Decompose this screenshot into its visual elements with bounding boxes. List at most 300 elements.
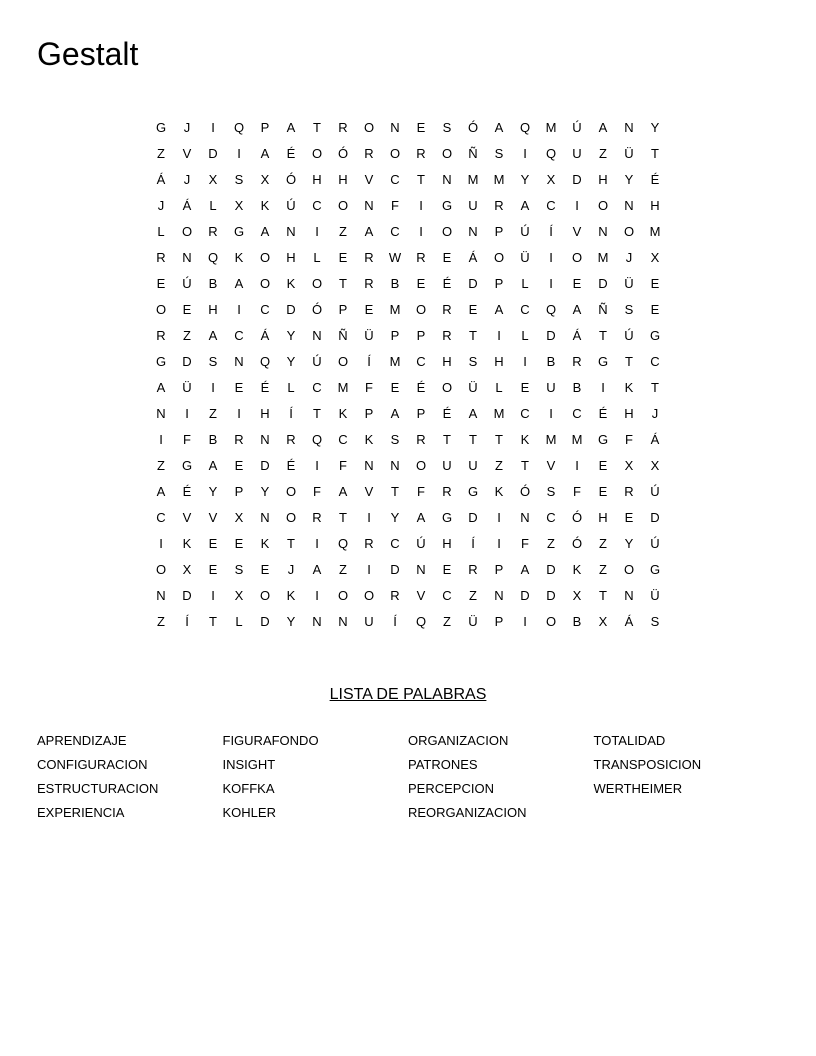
grid-cell: Q: [207, 250, 219, 265]
grid-cell: J: [287, 562, 295, 577]
grid-cell: D: [650, 510, 660, 525]
grid-cell: M: [389, 302, 401, 317]
grid-cell: A: [260, 146, 270, 161]
grid-cell: L: [287, 380, 295, 395]
grid-cell: Y: [520, 172, 530, 187]
grid-cell: L: [521, 328, 529, 343]
grid-cell: F: [417, 484, 425, 499]
grid-row: [148, 531, 668, 557]
grid-cell: L: [209, 198, 217, 213]
grid-cell: É: [286, 146, 296, 161]
grid-row: [148, 453, 668, 479]
grid-cell: V: [208, 510, 218, 525]
grid-cell: L: [495, 380, 503, 395]
grid-cell: N: [182, 250, 192, 265]
grid-cell: R: [364, 146, 374, 161]
grid-cell: E: [572, 276, 582, 291]
grid-cell: I: [549, 406, 553, 421]
grid-cell: Ú: [182, 276, 192, 291]
grid-cell: N: [390, 120, 400, 135]
grid-cell: Y: [650, 120, 660, 135]
grid-cell: N: [338, 614, 348, 629]
grid-cell: D: [390, 562, 400, 577]
grid-cell: O: [441, 146, 453, 161]
grid-cell: Ú: [650, 484, 660, 499]
grid-cell: O: [597, 198, 609, 213]
grid-cell: F: [365, 380, 373, 395]
grid-cell: G: [155, 354, 167, 369]
grid-cell: O: [545, 614, 557, 629]
grid-cell: V: [546, 458, 556, 473]
grid-cell: Z: [157, 146, 165, 161]
grid-cell: C: [546, 198, 556, 213]
grid-cell: P: [494, 276, 504, 291]
grid-cell: M: [571, 432, 583, 447]
word-list-column: [594, 729, 780, 825]
grid-cell: D: [182, 354, 192, 369]
grid-cell: P: [416, 328, 426, 343]
grid-cell: O: [363, 588, 375, 603]
grid-row: [148, 323, 668, 349]
grid-cell: X: [182, 562, 192, 577]
grid-cell: Ú: [624, 328, 634, 343]
grid-cell: Á: [572, 328, 582, 343]
grid-cell: I: [237, 302, 241, 317]
grid-cell: Q: [415, 614, 427, 629]
grid-row: [148, 609, 668, 635]
grid-cell: O: [571, 250, 583, 265]
grid-cell: C: [520, 406, 530, 421]
grid-cell: G: [597, 354, 609, 369]
grid-cell: C: [390, 224, 400, 239]
grid-cell: D: [260, 458, 270, 473]
grid-cell: A: [156, 484, 166, 499]
grid-cell: I: [549, 250, 553, 265]
grid-cell: G: [467, 484, 479, 499]
grid-cell: Z: [443, 614, 451, 629]
grid-cell: H: [312, 172, 322, 187]
grid-cell: D: [546, 328, 556, 343]
grid-cell: Á: [468, 250, 478, 265]
grid-cell: É: [598, 406, 608, 421]
grid-cell: R: [338, 120, 348, 135]
grid-cell: Ü: [182, 380, 192, 395]
grid-cell: T: [209, 614, 217, 629]
grid-cell: Á: [156, 172, 166, 187]
grid-cell: U: [572, 146, 582, 161]
grid-cell: S: [624, 302, 634, 317]
grid-cell: Á: [624, 614, 634, 629]
grid-cell: F: [313, 484, 321, 499]
grid-cell: Á: [650, 432, 660, 447]
grid-cell: P: [234, 484, 244, 499]
grid-cell: I: [549, 276, 553, 291]
grid-cell: Z: [157, 614, 165, 629]
grid-cell: T: [599, 328, 607, 343]
grid-cell: E: [442, 562, 452, 577]
grid-cell: A: [338, 484, 348, 499]
grid-cell: G: [441, 510, 453, 525]
grid-cell: Ú: [572, 120, 582, 135]
grid-cell: E: [156, 276, 166, 291]
grid-cell: Á: [260, 328, 270, 343]
grid-cell: C: [312, 198, 322, 213]
grid-cell: Í: [185, 614, 189, 629]
grid-cell: I: [315, 458, 319, 473]
grid-cell: R: [364, 276, 374, 291]
grid-cell: I: [315, 536, 319, 551]
grid-cell: Y: [286, 354, 296, 369]
page-title: Gestalt: [37, 36, 139, 72]
grid-cell: O: [285, 484, 297, 499]
grid-cell: I: [523, 614, 527, 629]
grid-cell: J: [157, 198, 165, 213]
grid-row: [148, 115, 668, 141]
grid-cell: R: [208, 224, 218, 239]
grid-cell: Z: [547, 536, 555, 551]
grid-cell: S: [650, 614, 660, 629]
grid-cell: O: [493, 250, 505, 265]
grid-cell: I: [237, 146, 241, 161]
grid-cell: V: [416, 588, 426, 603]
grid-cell: N: [494, 588, 504, 603]
word-list-item: INSIGHT: [222, 757, 276, 772]
grid-cell: E: [598, 458, 608, 473]
grid-cell: Ó: [311, 302, 323, 317]
grid-row: [148, 557, 668, 583]
grid-cell: Í: [471, 536, 475, 551]
grid-cell: E: [208, 536, 218, 551]
grid-row: [148, 375, 668, 401]
grid-cell: C: [520, 302, 530, 317]
grid-cell: I: [575, 458, 579, 473]
word-list-item: FIGURAFONDO: [222, 733, 319, 748]
grid-cell: H: [598, 510, 608, 525]
grid-cell: Y: [260, 484, 270, 499]
grid-cell: Ó: [571, 536, 583, 551]
grid-cell: X: [546, 172, 556, 187]
grid-cell: E: [416, 120, 426, 135]
word-list-item: KOFFKA: [222, 781, 275, 796]
grid-cell: H: [260, 406, 270, 421]
grid-cell: S: [234, 562, 244, 577]
word-list-item: APRENDIZAJE: [37, 733, 127, 748]
grid-cell: X: [208, 172, 218, 187]
grid-cell: R: [234, 432, 244, 447]
grid-cell: V: [572, 224, 582, 239]
grid-cell: X: [650, 458, 660, 473]
grid-cell: R: [156, 250, 166, 265]
grid-cell: I: [523, 146, 527, 161]
grid-cell: X: [234, 588, 244, 603]
grid-cell: P: [364, 406, 374, 421]
grid-cell: I: [237, 406, 241, 421]
grid-cell: N: [468, 224, 478, 239]
grid-cell: N: [416, 562, 426, 577]
grid-cell: Z: [157, 458, 165, 473]
grid-cell: O: [311, 276, 323, 291]
grid-cell: T: [443, 432, 451, 447]
grid-cell: M: [337, 380, 349, 395]
grid-cell: Y: [208, 484, 218, 499]
grid-row: [148, 479, 668, 505]
grid-cell: S: [390, 432, 400, 447]
grid-cell: X: [624, 458, 634, 473]
grid-cell: Y: [624, 536, 634, 551]
grid-cell: R: [156, 328, 166, 343]
grid-row: [148, 167, 668, 193]
grid-cell: G: [649, 328, 661, 343]
grid-cell: Ü: [364, 328, 374, 343]
grid-cell: A: [390, 406, 400, 421]
grid-cell: D: [286, 302, 296, 317]
grid-cell: O: [389, 146, 401, 161]
grid-cell: S: [546, 484, 556, 499]
grid-cell: N: [312, 328, 322, 343]
grid-cell: Ü: [624, 276, 634, 291]
grid-cell: C: [156, 510, 166, 525]
grid-cell: D: [572, 172, 582, 187]
grid-cell: N: [234, 354, 244, 369]
grid-cell: T: [391, 484, 399, 499]
word-list-column: [37, 729, 223, 825]
grid-cell: M: [493, 406, 505, 421]
grid-row: [148, 141, 668, 167]
grid-cell: T: [339, 510, 347, 525]
grid-cell: O: [259, 250, 271, 265]
grid-cell: G: [233, 224, 245, 239]
grid-cell: E: [208, 562, 218, 577]
grid-cell: Z: [339, 562, 347, 577]
grid-cell: R: [364, 536, 374, 551]
grid-cell: E: [520, 380, 530, 395]
word-list-item: EXPERIENCIA: [37, 805, 125, 820]
grid-cell: N: [520, 510, 530, 525]
grid-cell: G: [649, 562, 661, 577]
grid-cell: Í: [289, 406, 293, 421]
grid-cell: Ó: [337, 146, 349, 161]
grid-cell: K: [286, 588, 296, 603]
grid-cell: Ú: [286, 198, 296, 213]
grid-cell: C: [546, 510, 556, 525]
grid-cell: I: [497, 328, 501, 343]
grid-cell: D: [182, 588, 192, 603]
grid-cell: J: [183, 172, 191, 187]
grid-cell: H: [208, 302, 218, 317]
grid-cell: S: [208, 354, 218, 369]
grid-row: [148, 401, 668, 427]
grid-cell: Ú: [520, 224, 530, 239]
grid-cell: F: [183, 432, 191, 447]
grid-cell: T: [339, 276, 347, 291]
grid-row: [148, 583, 668, 609]
grid-cell: Ó: [571, 510, 583, 525]
grid-cell: B: [208, 432, 218, 447]
grid-cell: A: [156, 380, 166, 395]
grid-cell: I: [367, 510, 371, 525]
grid-cell: R: [364, 250, 374, 265]
grid-cell: Q: [233, 120, 245, 135]
grid-cell: K: [364, 432, 374, 447]
grid-cell: V: [364, 172, 374, 187]
grid-row: [148, 193, 668, 219]
grid-cell: N: [156, 406, 166, 421]
grid-cell: A: [520, 198, 530, 213]
grid-cell: U: [364, 614, 374, 629]
grid-cell: P: [338, 302, 348, 317]
grid-cell: B: [572, 614, 582, 629]
grid-cell: C: [234, 328, 244, 343]
word-list-item: PATRONES: [408, 757, 478, 772]
grid-cell: H: [442, 536, 452, 551]
grid-cell: O: [441, 224, 453, 239]
grid-cell: Ñ: [598, 302, 608, 317]
grid-cell: M: [467, 172, 479, 187]
grid-cell: A: [312, 562, 322, 577]
grid-cell: I: [367, 562, 371, 577]
grid-cell: Ú: [312, 354, 322, 369]
grid-cell: E: [234, 380, 244, 395]
grid-cell: M: [545, 432, 557, 447]
grid-cell: C: [312, 380, 322, 395]
grid-cell: Z: [599, 562, 607, 577]
grid-cell: Ó: [285, 172, 297, 187]
grid-cell: D: [520, 588, 530, 603]
grid-cell: O: [285, 510, 297, 525]
word-list-item: ORGANIZACION: [408, 733, 509, 748]
grid-cell: A: [260, 224, 270, 239]
grid-cell: L: [521, 276, 529, 291]
word-list-item: KOHLER: [222, 805, 276, 820]
grid-cell: F: [573, 484, 581, 499]
grid-cell: M: [545, 120, 557, 135]
grid-cell: C: [442, 588, 452, 603]
grid-cell: Ú: [650, 536, 660, 551]
grid-cell: T: [313, 120, 321, 135]
grid-cell: T: [469, 432, 477, 447]
grid-cell: E: [650, 302, 660, 317]
grid-cell: N: [624, 588, 634, 603]
grid-cell: D: [468, 276, 478, 291]
grid-cell: I: [575, 198, 579, 213]
grid-cell: I: [419, 198, 423, 213]
grid-cell: E: [598, 484, 608, 499]
grid-cell: R: [442, 328, 452, 343]
grid-cell: M: [493, 172, 505, 187]
word-list-column: [408, 729, 594, 825]
grid-cell: X: [572, 588, 582, 603]
grid-cell: R: [286, 432, 296, 447]
grid-cell: I: [601, 380, 605, 395]
grid-cell: U: [442, 458, 452, 473]
grid-cell: Z: [599, 536, 607, 551]
grid-cell: É: [442, 406, 452, 421]
grid-row: [148, 245, 668, 271]
grid-cell: I: [211, 380, 215, 395]
grid-cell: R: [390, 588, 400, 603]
grid-cell: A: [208, 458, 218, 473]
grid-cell: I: [315, 588, 319, 603]
grid-cell: K: [182, 536, 192, 551]
grid-cell: I: [497, 536, 501, 551]
grid-cell: T: [599, 588, 607, 603]
grid-cell: C: [650, 354, 660, 369]
word-list: [37, 729, 797, 825]
grid-cell: I: [159, 432, 163, 447]
grid-cell: A: [208, 328, 218, 343]
grid-cell: Ü: [468, 380, 478, 395]
grid-cell: O: [623, 224, 635, 239]
grid-cell: X: [650, 250, 660, 265]
grid-cell: C: [390, 172, 400, 187]
grid-cell: G: [441, 198, 453, 213]
grid-cell: H: [624, 406, 634, 421]
grid-cell: N: [624, 198, 634, 213]
grid-cell: E: [442, 250, 452, 265]
grid-cell: Ü: [624, 146, 634, 161]
grid-cell: D: [546, 588, 556, 603]
grid-cell: K: [260, 536, 270, 551]
grid-cell: O: [337, 198, 349, 213]
grid-cell: T: [417, 172, 425, 187]
grid-cell: Q: [311, 432, 323, 447]
grid-cell: N: [260, 432, 270, 447]
grid-cell: Z: [599, 146, 607, 161]
grid-cell: Q: [545, 146, 557, 161]
grid-cell: N: [364, 198, 374, 213]
grid-cell: S: [494, 146, 504, 161]
grid-cell: T: [469, 328, 477, 343]
grid-cell: M: [649, 224, 661, 239]
grid-cell: L: [313, 250, 321, 265]
grid-cell: U: [546, 380, 556, 395]
grid-cell: C: [572, 406, 582, 421]
grid-cell: O: [337, 588, 349, 603]
grid-row: [148, 297, 668, 323]
grid-cell: Y: [624, 172, 634, 187]
grid-cell: A: [468, 406, 478, 421]
grid-cell: S: [468, 354, 478, 369]
grid-cell: O: [415, 302, 427, 317]
grid-cell: E: [234, 458, 244, 473]
grid-cell: O: [415, 458, 427, 473]
grid-cell: É: [260, 380, 270, 395]
grid-cell: N: [260, 510, 270, 525]
grid-cell: I: [159, 536, 163, 551]
grid-cell: É: [182, 484, 192, 499]
grid-cell: Ó: [467, 120, 479, 135]
grid-cell: L: [157, 224, 165, 239]
grid-cell: Ü: [650, 588, 660, 603]
grid-cell: R: [624, 484, 634, 499]
grid-cell: T: [625, 354, 633, 369]
grid-cell: Ñ: [338, 328, 348, 343]
grid-cell: U: [468, 458, 478, 473]
grid-cell: Í: [393, 614, 397, 629]
word-list-item: TOTALIDAD: [593, 733, 666, 748]
grid-cell: X: [234, 510, 244, 525]
grid-cell: D: [468, 510, 478, 525]
grid-cell: N: [312, 614, 322, 629]
grid-cell: E: [650, 276, 660, 291]
grid-cell: I: [315, 224, 319, 239]
grid-cell: J: [625, 250, 633, 265]
grid-cell: X: [234, 198, 244, 213]
grid-cell: Y: [390, 510, 400, 525]
grid-cell: A: [234, 276, 244, 291]
grid-cell: Ü: [468, 614, 478, 629]
grid-cell: Ó: [519, 484, 531, 499]
